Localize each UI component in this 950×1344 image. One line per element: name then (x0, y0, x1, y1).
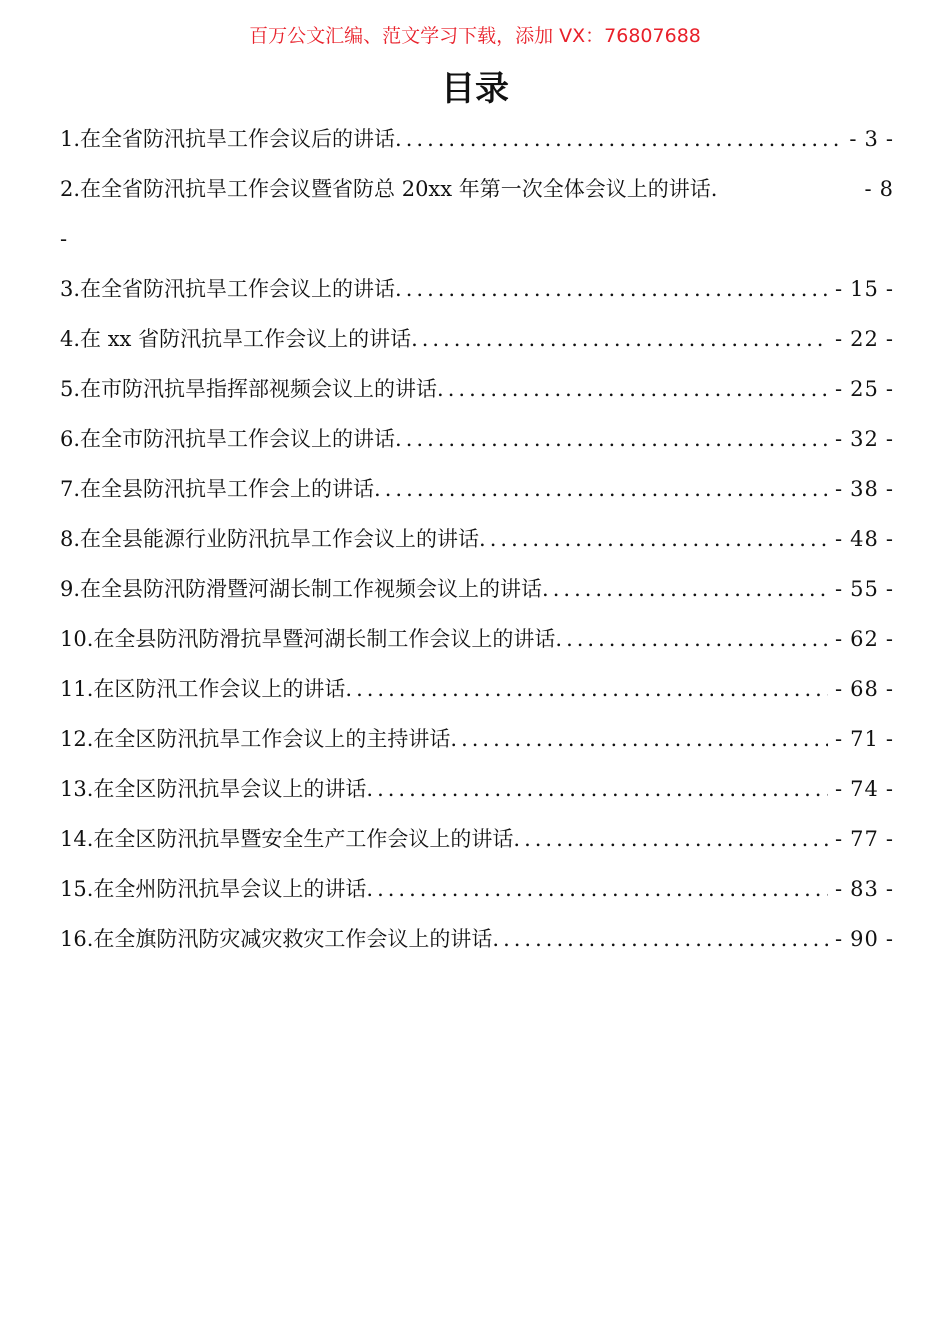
toc-leader-dots (542, 564, 828, 614)
toc-entry-title: 15.在全州防汛抗旱会议上的讲话 (60, 877, 367, 901)
toc-leader-dots (479, 514, 828, 564)
toc-entry-title: 6.在全市防汛抗旱工作会议上的讲话 (60, 427, 396, 451)
toc-leader-dots (366, 764, 828, 814)
toc-entry-title: 7.在全县防汛抗旱工作会上的讲话 (60, 477, 375, 501)
toc-entry[interactable] (60, 914, 894, 964)
toc-entry[interactable] (60, 714, 894, 764)
toc-entry-page: - 62 - (835, 627, 894, 651)
toc-page-number: 3 (864, 127, 879, 151)
toc-leader-dots (395, 264, 828, 314)
toc-page-number: 74 (850, 777, 879, 801)
toc-entry-title: 12.在全区防汛抗旱工作会议上的主持讲话 (60, 727, 451, 751)
toc-leader-dots (555, 614, 828, 664)
toc-leader-dots (411, 314, 828, 364)
toc-page-number: 38 (850, 477, 879, 501)
table-of-contents (60, 114, 894, 964)
toc-entry[interactable] (60, 814, 894, 864)
toc-title: 目录 (441, 69, 509, 109)
toc-page-number: 77 (850, 827, 879, 851)
toc-entry-page: - 22 - (835, 327, 894, 351)
toc-leader-dots (345, 664, 828, 714)
toc-entry-page: - 48 - (835, 527, 894, 551)
toc-leader-dots (374, 464, 828, 514)
toc-entry-page: - 8 (864, 177, 894, 201)
toc-leader-dots (437, 364, 828, 414)
toc-entry-title: 16.在全旗防汛防灾减灾救灾工作会议上的讲话 (60, 927, 493, 951)
toc-entry-title: 1.在全省防汛抗旱工作会议后的讲话 (60, 127, 396, 151)
toc-entry-page: - 83 - (835, 877, 894, 901)
toc-entry[interactable] (60, 564, 894, 614)
toc-entry-page: - 32 - (835, 427, 894, 451)
toc-entry-page: - 90 - (835, 927, 894, 951)
toc-entry-page: - 77 - (835, 827, 894, 851)
toc-entry-title: 14.在全区防汛抗旱暨安全生产工作会议上的讲话 (60, 827, 514, 851)
toc-wrapped-dash: - (60, 227, 68, 251)
toc-page-number: 15 (850, 277, 879, 301)
toc-entry-page: - 3 - (849, 127, 894, 151)
toc-entry[interactable] (60, 464, 894, 514)
toc-page-number: 90 (850, 927, 879, 951)
toc-page-number: 8 (879, 177, 894, 201)
toc-leader-dots (366, 864, 828, 914)
toc-page-number: 83 (850, 877, 879, 901)
toc-entry-title: 3.在全省防汛抗旱工作会议上的讲话 (60, 277, 396, 301)
toc-leader-dots (395, 414, 828, 464)
toc-page-number: 68 (850, 677, 879, 701)
toc-entry[interactable] (60, 314, 894, 364)
toc-entry[interactable] (60, 264, 894, 314)
toc-entry[interactable] (60, 514, 894, 564)
toc-entry-title: 11.在区防汛工作会议上的讲话 (60, 677, 346, 701)
toc-entry-title: 8.在全县能源行业防汛抗旱工作会议上的讲话 (60, 527, 480, 551)
toc-entry[interactable] (60, 414, 894, 464)
toc-entry-title: 2.在全省防汛抗旱工作会议暨省防总 20xx 年第一次全体会议上的讲话 (60, 177, 711, 201)
toc-entry-title: 9.在全县防汛防滑暨河湖长制工作视频会议上的讲话 (60, 577, 543, 601)
toc-page-number: 55 (850, 577, 879, 601)
toc-leader-dots (513, 814, 828, 864)
toc-leader-dots (492, 914, 828, 964)
toc-entry-title: 10.在全县防汛防滑抗旱暨河湖长制工作会议上的讲话 (60, 627, 556, 651)
toc-entry[interactable] (60, 114, 894, 164)
toc-entry[interactable] (60, 664, 894, 714)
toc-page-number: 22 (850, 327, 879, 351)
toc-entry[interactable] (60, 364, 894, 414)
toc-page-number: 32 (850, 427, 879, 451)
toc-leader-dots (450, 714, 828, 764)
toc-entry-title: 4.在 xx 省防汛抗旱工作会议上的讲话 (60, 327, 412, 351)
toc-entry-title: 13.在全区防汛抗旱会议上的讲话 (60, 777, 367, 801)
toc-entry-page: - 71 - (835, 727, 894, 751)
toc-leader-dots (711, 164, 718, 214)
toc-entry[interactable] (60, 864, 894, 914)
toc-page-number: 25 (850, 377, 879, 401)
toc-entry-page: - 15 - (835, 277, 894, 301)
promo-banner: 百万公文汇编、范文学习下载，添加 VX：76807688 (249, 25, 701, 47)
toc-page-number: 62 (850, 627, 879, 651)
toc-entry[interactable] (60, 764, 894, 814)
toc-entry-title: 5.在市防汛抗旱指挥部视频会议上的讲话 (60, 377, 438, 401)
toc-page-number: 71 (850, 727, 879, 751)
toc-entry[interactable] (60, 164, 894, 264)
toc-entry-page: - 38 - (835, 477, 894, 501)
toc-leader-dots (395, 114, 842, 164)
toc-entry-page: - 55 - (835, 577, 894, 601)
toc-entry-page: - 74 - (835, 777, 894, 801)
toc-entry-page: - 68 - (835, 677, 894, 701)
toc-page-number: 48 (850, 527, 879, 551)
toc-entry-page: - 25 - (835, 377, 894, 401)
toc-entry[interactable] (60, 614, 894, 664)
